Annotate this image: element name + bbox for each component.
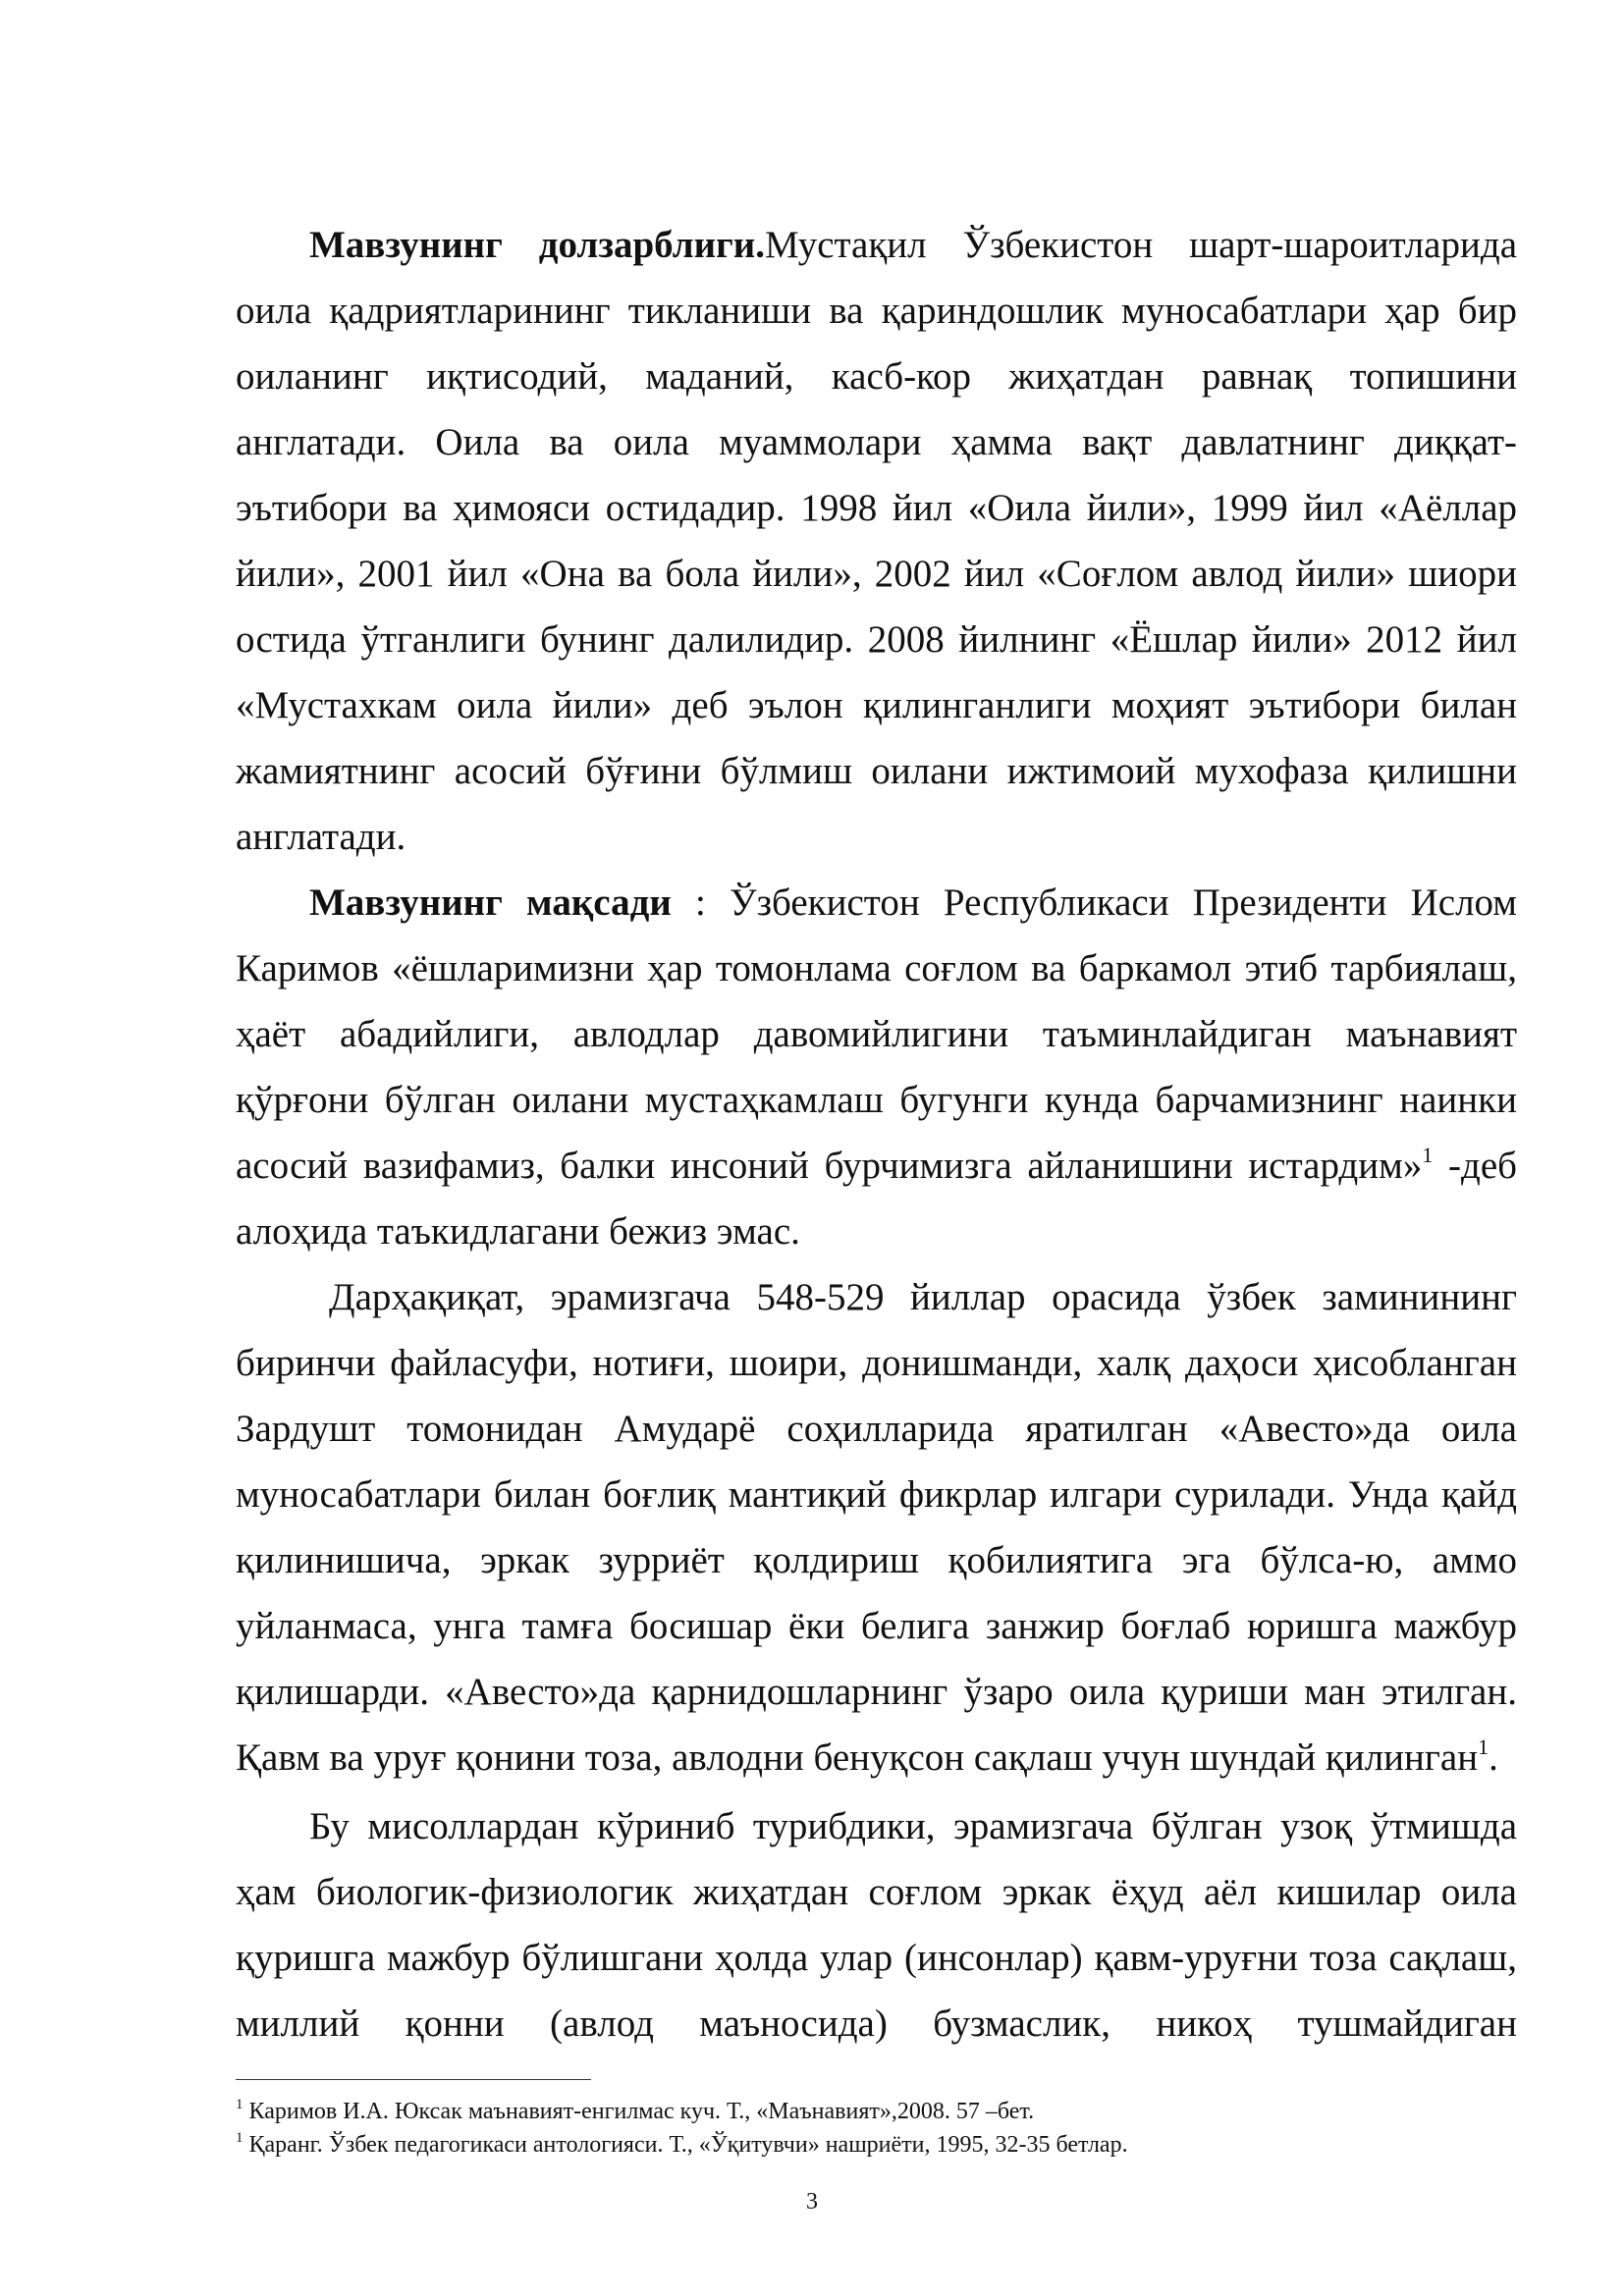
footnote-reference[interactable]: 1: [1422, 1143, 1434, 1167]
text-line: Қавм ва уруғ қонини тоза, авлодни бенуқсон сақлаш учун шундай қилинган$^1$.: [236, 1735, 1498, 1779]
paragraph-goal: [236, 870, 1517, 1264]
text-line: алоҳида таъкидлагани бежиз эмас.: [236, 1210, 800, 1253]
text-line: Каримов «ёшларимизни ҳар томонлама соғлом ва баркамол этиб тарбиялаш,: [236, 947, 1517, 989]
text-line: Зардушт томонидан Амударё соҳилларида яратилган «Авесто»да оила: [236, 1408, 1517, 1450]
section-heading-relevance: Мавзунинг долзарблиги.: [309, 224, 765, 266]
section-heading-goal: Мавзунинг мақсади: [309, 881, 672, 924]
text-line: англатади.: [236, 816, 406, 858]
text-line: муносабатлари билан боғлиқ мантиқий фикрлар илгари сурилади. Унда қайд: [236, 1473, 1517, 1516]
text-line: эътибори ва ҳимояси остидадир. 1998 йил «Оила йили», 1999 йил «Аёллар: [236, 487, 1517, 529]
text-line: Мавзунинг мақсади : Ўзбекистон Республикаси Президенти Ислом: [309, 881, 1517, 924]
text-line: уйланмаса, унга тамға босишар ёки белига занжир боғлаб юришга мажбур: [236, 1605, 1517, 1647]
text-line: англатади. Оила ва оила муаммолари ҳамма вақт давлатнинг диққат-: [236, 421, 1517, 463]
text-line: асосий вазифамиз, балки инсоний бурчимизга айланишини истардим»$^1$ -деб: [236, 1143, 1517, 1187]
footnote-separator: [236, 2079, 591, 2080]
text-line: қўрғони бўлган оилани мустаҳкамлаш бугунги кунда барчамизнинг наинки: [236, 1079, 1517, 1121]
text-line: Бу мисоллардан кўриниб турибдики, эрамизгача бўлган узоқ ўтмишда: [309, 1805, 1517, 1847]
footnote-text: Қаранг. Ўзбек педагогикаси антологияси. Т., «Ўқитувчи» нашриёти, 1995, 32-35 бетлар.: [243, 2132, 1128, 2158]
text-line: йили», 2001 йил «Она ва бола йили», 2002 йил «Соғлом авлод йили» шиори: [236, 553, 1517, 595]
text-line: оила қадриятларининг тикланиши ва қариндошлик муносабатлари ҳар бир: [236, 290, 1517, 332]
text-line: жамиятнинг асосий бўғини бўлмиш оилани ижтимоий мухофаза қилишни: [236, 750, 1517, 792]
text-line: биринчи файласуфи, нотиғи, шоири, донишманди, халқ даҳоси ҳисобланган: [236, 1342, 1517, 1384]
text-line: ҳам биологик-физиологик жиҳатдан соғлом эркак ёҳуд аёл кишилар оила: [236, 1871, 1517, 1913]
footnote-text: Каримов И.А. Юксак маънавият-енгилмас куч. Т., «Маънавият»,2008. 57 –бет.: [243, 2099, 1035, 2124]
text-line: қилишарди. «Авесто»да қарнидошларнинг ўзаро оила қуриши ман этилган.: [236, 1671, 1517, 1713]
paragraph-relevance: [236, 212, 1517, 870]
paragraph-avesta: [236, 1264, 1517, 1790]
text-line: «Мустахкам оила йили» деб эълон қилинганлиги моҳият эътибори билан: [236, 684, 1517, 726]
text-line: миллий қонни (авлод маъносида) бузмаслик, никоҳ тушмайдиган: [236, 2002, 1517, 2045]
text-line: Дарҳақиқат, эрамизгача 548-529 йиллар орасида ўзбек заминининг: [329, 1276, 1517, 1318]
footnote-item: [236, 2095, 1517, 2128]
document-page: [236, 212, 1517, 2056]
footnote-mark: 1: [236, 2130, 244, 2146]
footnote-item: [236, 2128, 1517, 2162]
page-number: 3: [806, 2189, 818, 2215]
text-line: ҳаёт абадийлиги, авлодлар давомийлигини таъминлайдиган маънавият: [236, 1013, 1517, 1055]
text-line: қуришга мажбур бўлишгани ҳолда улар (инсонлар) қавм-уруғни тоза сақлаш,: [236, 1937, 1517, 1979]
text-line: остида ўтганлиги бунинг далилидир. 2008 йилнинг «Ёшлар йили» 2012 йил: [236, 618, 1517, 661]
paragraph-examples: [236, 1793, 1517, 2056]
text-line: Мавзунинг долзарблиги.Мустақил Ўзбекистон шарт-шароитларида: [309, 224, 1517, 266]
footnote-mark: 1: [236, 2097, 244, 2112]
text-line: қилинишича, эркак зурриёт қолдириш қобилиятига эга бўлса-ю, аммо: [236, 1539, 1517, 1581]
text-line: оиланинг иқтисодий, маданий, касб-кор жиҳатдан равнақ топишини: [236, 355, 1517, 398]
footnotes: [236, 2095, 1517, 2162]
footnote-reference[interactable]: 1: [1478, 1735, 1489, 1759]
